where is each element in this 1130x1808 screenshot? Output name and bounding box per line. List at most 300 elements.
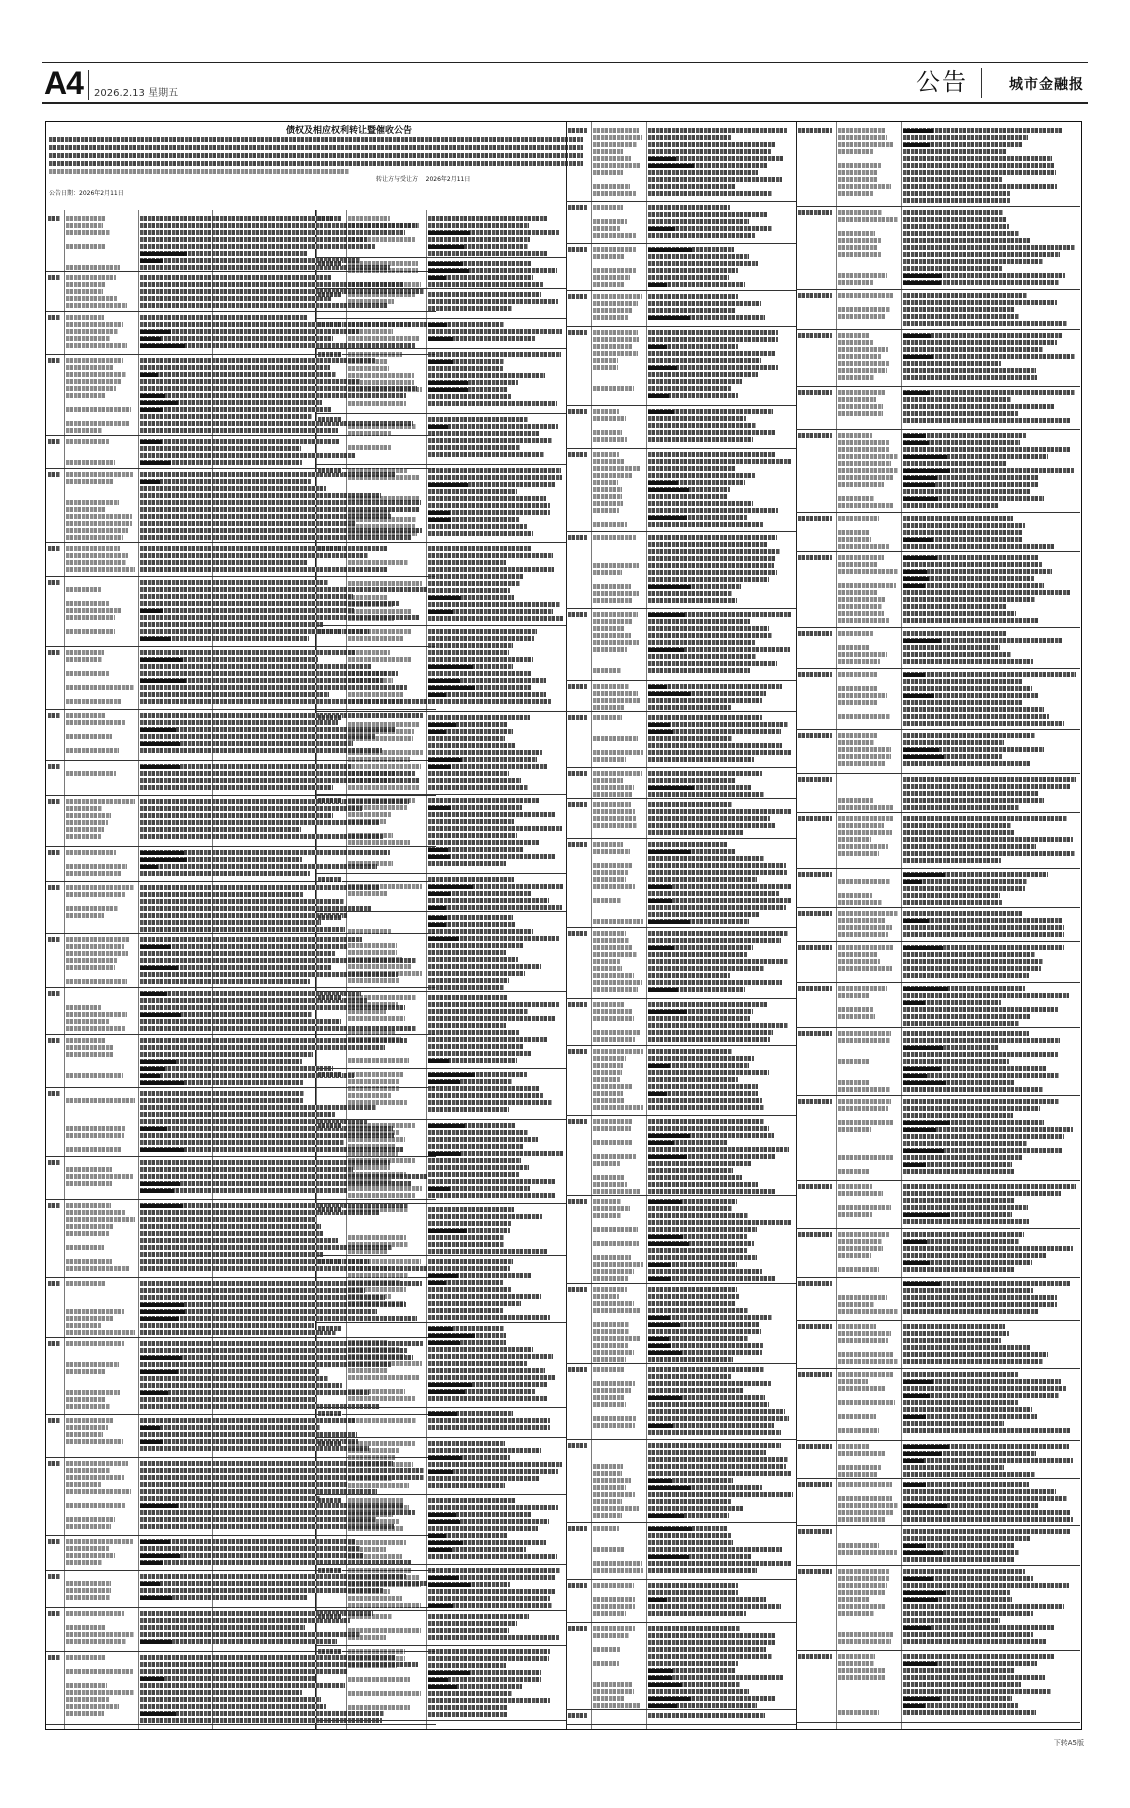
detail-line xyxy=(903,198,1010,203)
detail-line xyxy=(648,863,786,868)
debtor-name-line xyxy=(593,684,629,689)
debtor-name-line xyxy=(593,1682,633,1687)
bold-run xyxy=(903,1483,926,1487)
table-column-line xyxy=(901,122,902,1729)
row-number xyxy=(48,713,60,718)
debtor-name-line xyxy=(348,657,411,662)
debtor-name-line xyxy=(348,1656,405,1661)
detail-line xyxy=(903,1407,1032,1412)
detail-line xyxy=(140,885,380,890)
debtor-name-line xyxy=(66,834,101,839)
bold-run xyxy=(428,923,446,927)
debtor-name-line xyxy=(348,1476,392,1481)
row-number xyxy=(48,472,60,477)
detail-line xyxy=(903,266,1002,271)
detail-line xyxy=(140,521,356,526)
detail-line xyxy=(428,216,547,221)
bold-run xyxy=(903,129,933,133)
debtor-name-line xyxy=(838,368,887,373)
debtor-name-line xyxy=(66,958,117,963)
paper-name: 城市金融报 xyxy=(1009,77,1084,93)
debtor-name-line xyxy=(66,1539,133,1544)
detail-line xyxy=(648,661,777,666)
row-number xyxy=(798,1099,832,1104)
debtor-name-line xyxy=(593,1084,633,1089)
detail-line xyxy=(428,771,509,776)
table-row-line xyxy=(796,1525,1080,1526)
detail-line xyxy=(428,929,533,934)
detail-line xyxy=(903,893,1000,898)
table-row-line xyxy=(566,680,796,681)
debtor-name-line xyxy=(593,487,622,492)
debtor-name-line xyxy=(838,191,873,196)
detail-line xyxy=(648,1590,738,1595)
debtor-name-line xyxy=(348,699,401,704)
detail-line xyxy=(903,1338,1001,1343)
debtor-name-line xyxy=(838,231,875,236)
debtor-name-line xyxy=(593,1513,622,1518)
debtor-name-line xyxy=(348,1596,402,1601)
row-number xyxy=(48,885,60,890)
detail-line xyxy=(428,524,527,529)
debtor-name-line xyxy=(66,1245,104,1250)
detail-line xyxy=(648,1248,747,1253)
debtor-name-line xyxy=(838,952,878,957)
table-row-line xyxy=(316,464,566,465)
detail-line xyxy=(428,223,529,228)
debtor-name-line xyxy=(593,365,618,370)
debtor-name-line xyxy=(66,358,123,363)
debtor-name-line xyxy=(838,945,894,950)
debtor-name-line xyxy=(838,1352,894,1357)
detail-line xyxy=(648,254,749,259)
detail-line xyxy=(140,493,381,498)
debtor-name-line xyxy=(593,473,633,478)
debtor-name-line xyxy=(348,261,418,266)
debtor-name-line xyxy=(838,700,878,705)
row-number xyxy=(318,629,342,634)
detail-line xyxy=(648,973,730,978)
debtor-name-line xyxy=(66,500,119,505)
debtor-name-line xyxy=(348,1375,419,1380)
table-row-line xyxy=(316,348,566,349)
detail-line xyxy=(903,1604,1064,1609)
detail-line xyxy=(140,567,388,572)
detail-line xyxy=(648,184,736,189)
table-row-line xyxy=(566,1522,796,1523)
debtor-name-line xyxy=(593,1105,643,1110)
debtor-name-line xyxy=(838,397,876,402)
debtor-name-line xyxy=(593,1009,633,1014)
debtor-name-line xyxy=(593,1381,635,1386)
detail-line xyxy=(648,1049,732,1054)
detail-line xyxy=(648,1147,789,1152)
table-row-line xyxy=(316,1564,566,1565)
table-row-line xyxy=(566,1195,796,1196)
bold-run xyxy=(903,946,943,950)
detail-line xyxy=(903,1219,1029,1224)
table-row-line xyxy=(796,982,1080,983)
debtor-name-line xyxy=(66,535,123,540)
debtor-name-line xyxy=(593,598,632,603)
row-number xyxy=(568,1713,587,1718)
bold-run xyxy=(903,469,950,473)
table-row-line xyxy=(46,1414,436,1415)
debtor-name-line xyxy=(838,611,884,616)
bold-run xyxy=(140,992,167,996)
detail-line xyxy=(648,1220,791,1225)
debtor-name-line xyxy=(838,1510,894,1515)
detail-line xyxy=(428,1144,523,1149)
debtor-name-line xyxy=(66,1341,124,1346)
debtor-name-line xyxy=(838,1205,891,1210)
detail-line xyxy=(140,414,312,419)
debtor-name-line xyxy=(593,987,638,992)
detail-line xyxy=(903,404,1054,409)
debtor-name-line xyxy=(593,1241,639,1246)
detail-line xyxy=(903,851,1075,856)
detail-line xyxy=(648,705,731,710)
debtor-name-line xyxy=(348,268,418,273)
detail-line xyxy=(903,1639,1047,1644)
debtor-name-line xyxy=(66,1309,124,1314)
bold-run xyxy=(140,480,160,484)
detail-line xyxy=(428,699,551,704)
bold-run xyxy=(648,899,672,903)
detail-line xyxy=(903,1675,1045,1680)
debtor-name-line xyxy=(66,1126,125,1131)
detail-line xyxy=(903,1472,1035,1477)
debtor-name-line xyxy=(593,233,636,238)
detail-line xyxy=(428,1621,517,1626)
bold-run xyxy=(903,1380,933,1384)
debtor-name-line xyxy=(838,1253,871,1258)
debtor-name-line xyxy=(593,1091,623,1096)
bold-run xyxy=(428,855,450,859)
debtor-name-line xyxy=(66,657,102,662)
bold-run xyxy=(140,851,184,855)
debtor-name-line xyxy=(66,1045,113,1050)
debtor-name-line xyxy=(593,823,637,828)
row-number xyxy=(318,546,342,551)
table-row-line xyxy=(796,1650,1080,1651)
row-number xyxy=(48,799,60,804)
bold-run xyxy=(648,1424,673,1428)
debtor-name-line xyxy=(348,1172,406,1177)
column-divider xyxy=(796,122,797,1729)
debtor-name-line xyxy=(66,1432,103,1437)
table-row-line xyxy=(796,329,1080,330)
detail-line xyxy=(140,1546,360,1551)
row-number xyxy=(568,409,587,414)
bold-run xyxy=(140,658,183,662)
detail-line xyxy=(903,973,1029,978)
detail-line xyxy=(903,1014,1031,1019)
debtor-name-line xyxy=(838,693,887,698)
debtor-name-line xyxy=(66,1323,101,1328)
bold-run xyxy=(140,1391,168,1395)
detail-line xyxy=(140,1045,385,1050)
debtor-name-line xyxy=(66,820,108,825)
row-number xyxy=(798,1482,832,1487)
bold-run xyxy=(648,1064,670,1068)
detail-line xyxy=(903,1169,1015,1174)
detail-line xyxy=(428,373,545,378)
row-number xyxy=(568,205,587,210)
bold-run xyxy=(903,1697,940,1701)
debtor-name-line xyxy=(348,1649,405,1654)
detail-line xyxy=(648,684,782,689)
bold-run xyxy=(648,786,694,790)
bold-run xyxy=(648,316,690,320)
detail-line xyxy=(648,149,771,154)
bold-run xyxy=(428,723,456,727)
table-row-line xyxy=(316,1068,566,1069)
bold-run xyxy=(140,373,158,377)
bold-run xyxy=(903,1128,936,1132)
debtor-name-line xyxy=(348,1368,388,1373)
detail-line xyxy=(428,1193,556,1198)
detail-line xyxy=(428,475,562,480)
detail-line xyxy=(648,233,755,238)
debtor-name-line xyxy=(593,308,632,313)
debtor-name-line xyxy=(838,618,889,623)
bold-run xyxy=(428,937,459,941)
bold-run xyxy=(140,966,178,970)
debtor-name-line xyxy=(838,440,889,445)
table-row-line xyxy=(796,627,1080,628)
detail-line xyxy=(903,217,1006,222)
bold-run xyxy=(648,1555,689,1559)
detail-line xyxy=(428,292,541,297)
bold-run xyxy=(428,1685,457,1689)
debtor-name-line xyxy=(66,979,127,984)
debtor-name-line xyxy=(66,1052,114,1057)
debtor-name-line xyxy=(348,629,412,634)
detail-line xyxy=(903,1087,1043,1092)
debtor-name-line xyxy=(593,344,632,349)
debtor-name-line xyxy=(838,314,885,319)
detail-line xyxy=(428,1705,508,1710)
detail-line xyxy=(903,1496,1067,1501)
detail-line xyxy=(428,1448,541,1453)
detail-line xyxy=(903,1345,1030,1350)
debtor-name-line xyxy=(593,640,639,645)
debtor-name-line xyxy=(593,535,636,540)
debtor-name-line xyxy=(66,1524,111,1529)
detail-line xyxy=(428,943,523,948)
detail-line xyxy=(140,244,375,249)
detail-line xyxy=(903,707,1044,712)
detail-line xyxy=(903,1682,1021,1687)
debtor-name-line xyxy=(593,480,618,485)
debtor-name-line xyxy=(593,792,632,797)
row-number xyxy=(798,1372,832,1377)
bold-run xyxy=(140,408,163,412)
debtor-name-line xyxy=(838,555,884,560)
debtor-name-line xyxy=(593,1485,626,1490)
detail-line xyxy=(140,1252,323,1257)
detail-line xyxy=(140,580,328,585)
debtor-name-line xyxy=(348,785,419,790)
detail-line xyxy=(903,932,1064,937)
bold-run xyxy=(903,476,937,480)
debtor-name-line xyxy=(593,959,620,964)
table-column-line xyxy=(426,210,427,1729)
debtor-name-line xyxy=(838,468,898,473)
detail-line xyxy=(428,503,550,508)
signature-parties: 转让方与受让方 xyxy=(376,176,419,183)
debtor-name-line xyxy=(838,816,893,821)
detail-line xyxy=(903,544,1054,549)
debtor-name-line xyxy=(348,531,417,536)
debtor-name-line xyxy=(593,1301,634,1306)
debtor-name-line xyxy=(838,404,883,409)
debtor-name-line xyxy=(593,1126,631,1131)
detail-line xyxy=(648,1568,757,1573)
debtor-name-line xyxy=(348,1123,415,1128)
row-number xyxy=(48,764,60,769)
debtor-name-line xyxy=(593,1269,634,1274)
table-row-line xyxy=(316,1610,566,1611)
bold-run xyxy=(428,665,473,669)
bold-run xyxy=(428,1583,471,1587)
debtor-name-line xyxy=(593,980,642,985)
row-number xyxy=(568,1287,587,1292)
bold-run xyxy=(648,481,678,485)
debtor-name-line xyxy=(66,379,121,384)
row-number xyxy=(48,315,60,320)
debtor-name-line xyxy=(66,296,117,301)
debtor-name-line xyxy=(593,966,622,971)
detail-line xyxy=(428,1086,540,1091)
debtor-name-line xyxy=(593,330,638,335)
detail-line xyxy=(428,616,563,621)
detail-line xyxy=(428,438,552,443)
detail-line xyxy=(903,184,1057,189)
bold-run xyxy=(648,1351,682,1355)
detail-line xyxy=(903,1331,1009,1336)
bold-run xyxy=(428,276,446,280)
debtor-name-line xyxy=(348,757,410,762)
debtor-name-line xyxy=(348,861,393,866)
debtor-name-line xyxy=(348,1179,391,1184)
detail-line xyxy=(903,816,1067,821)
debtor-name-line xyxy=(66,329,118,334)
debtor-name-line xyxy=(593,191,636,196)
detail-line xyxy=(140,1390,369,1395)
debtor-name-line xyxy=(66,1611,124,1616)
table-row-line xyxy=(796,868,1080,869)
detail-line xyxy=(903,1099,1059,1104)
debtor-name-line xyxy=(348,510,390,515)
bold-run xyxy=(648,585,691,589)
detail-line xyxy=(428,715,530,720)
detail-line xyxy=(648,966,764,971)
row-number xyxy=(568,1526,587,1531)
table-row-line xyxy=(566,798,796,799)
detail-line xyxy=(648,473,755,478)
detail-line xyxy=(903,1710,1036,1715)
detail-line xyxy=(903,300,1057,305)
detail-line xyxy=(648,1409,785,1414)
debtor-name-line xyxy=(838,1472,878,1477)
detail-line xyxy=(903,1038,1060,1043)
debtor-name-line xyxy=(838,516,879,521)
detail-line xyxy=(648,1126,769,1131)
detail-line xyxy=(903,1489,1056,1494)
row-number xyxy=(568,1199,587,1204)
bold-run xyxy=(428,1548,452,1552)
debtor-name-line xyxy=(66,1330,135,1335)
debtor-name-line xyxy=(838,1517,885,1522)
bold-run xyxy=(428,388,468,392)
table-column-line xyxy=(646,122,647,1729)
bold-run xyxy=(903,570,927,574)
debtor-name-line xyxy=(66,244,106,249)
detail-line xyxy=(648,931,788,936)
debtor-name-line xyxy=(593,1016,634,1021)
debtor-name-line xyxy=(593,226,620,231)
table-row-line xyxy=(316,911,566,912)
detail-line xyxy=(648,1269,762,1274)
table-row-line xyxy=(316,1322,566,1323)
detail-line xyxy=(903,1184,1076,1189)
detail-line xyxy=(903,1059,1009,1064)
debtor-name-line xyxy=(66,906,118,911)
detail-line xyxy=(903,714,1049,719)
detail-line xyxy=(648,1611,746,1616)
detail-line xyxy=(648,351,776,356)
bold-run xyxy=(903,1001,925,1005)
debtor-name-line xyxy=(593,1287,627,1292)
bold-run xyxy=(140,1504,178,1508)
detail-line xyxy=(903,1155,1022,1160)
debtor-name-line xyxy=(66,1012,127,1017)
detail-line xyxy=(428,1294,541,1299)
detail-line xyxy=(140,1167,353,1172)
detail-line xyxy=(903,679,1023,684)
row-number xyxy=(318,1649,342,1654)
detail-line xyxy=(648,535,777,540)
debtor-name-line xyxy=(66,1224,114,1229)
debtor-name-line xyxy=(66,1475,124,1480)
debtor-name-line xyxy=(593,1175,624,1180)
detail-line xyxy=(903,959,1043,964)
detail-line xyxy=(428,750,542,755)
debtor-name-line xyxy=(66,1711,104,1716)
debtor-name-line xyxy=(66,587,101,592)
debtor-name-line xyxy=(66,1683,107,1688)
bold-run xyxy=(140,401,178,405)
detail-line xyxy=(903,1302,1057,1307)
debtor-name-line xyxy=(593,952,637,957)
bold-run xyxy=(903,281,941,285)
detail-line xyxy=(140,1397,317,1402)
debtor-name-line xyxy=(838,1451,885,1456)
detail-line xyxy=(648,430,775,435)
table-row-line xyxy=(796,206,1080,207)
notice-frame xyxy=(45,121,1082,1730)
detail-line xyxy=(428,1712,507,1717)
debtor-name-line xyxy=(66,322,123,327)
debtor-name-line xyxy=(838,245,877,250)
debtor-name-line xyxy=(838,893,872,898)
table-row-line xyxy=(316,413,566,414)
debtor-name-line xyxy=(348,771,395,776)
debtor-name-line xyxy=(66,1397,105,1402)
debtor-name-line xyxy=(348,1242,408,1247)
